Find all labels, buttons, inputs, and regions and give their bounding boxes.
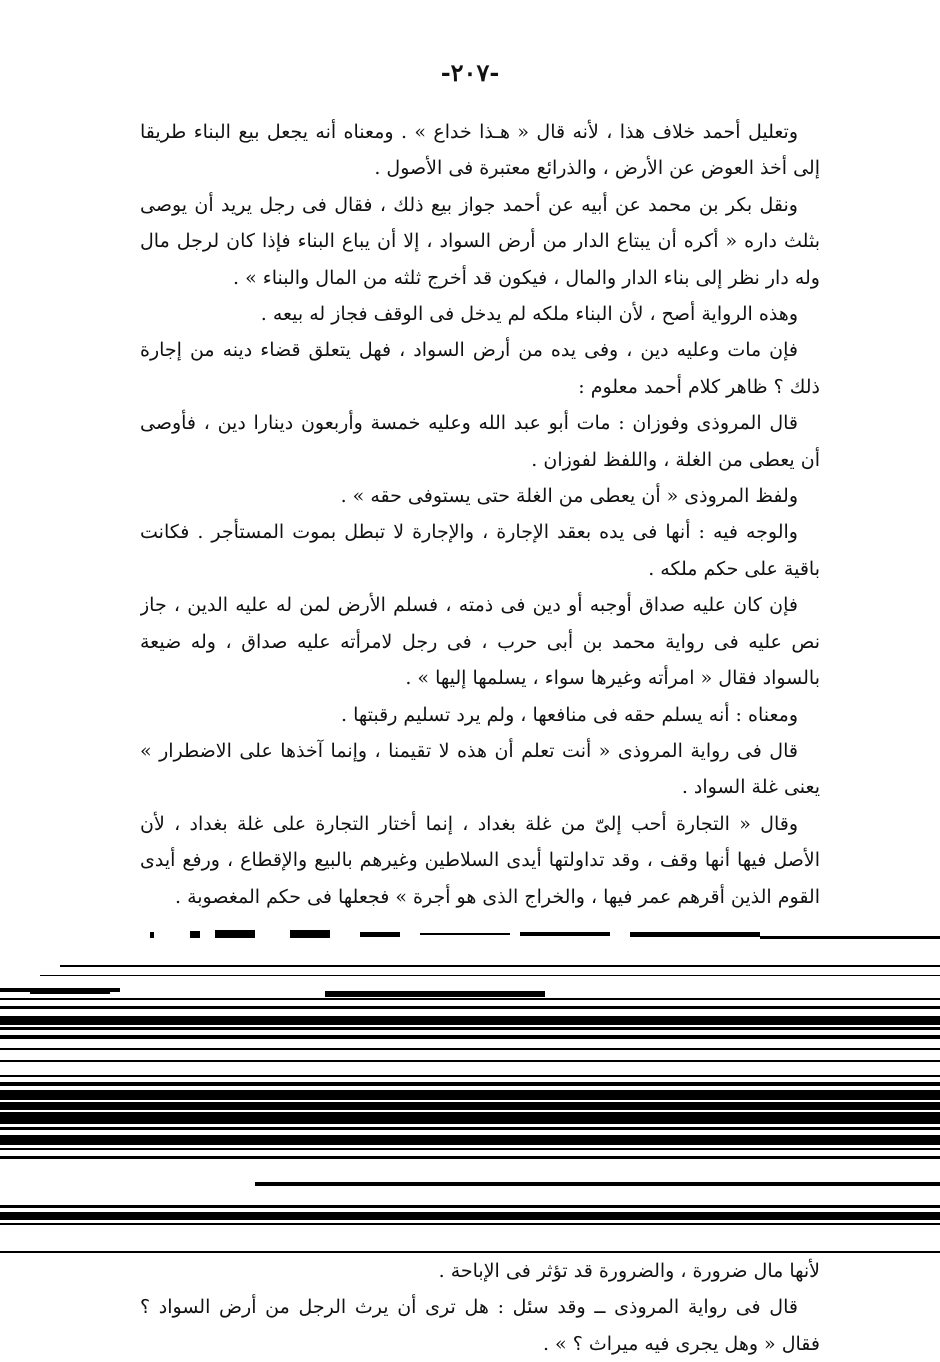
paragraph: ومعناه : أنه يسلم حقه فى منافعها ، ولم يرد تسليم رقبتها . xyxy=(341,703,798,726)
paragraph: والوجه فيه : أنها فى يده بعقد الإجارة ، والإجارة لا تبطل بموت المستأجر . فكانت باقية على حكم ملكه . xyxy=(140,521,820,580)
paragraph: قال المروذى وفوزان : مات أبو عبد الله وعليه خمسة وأربعون دينارا دين ، فأوصى أن يعطى من الغلة ، واللفظ لفوزان . xyxy=(140,412,820,471)
paragraph: قال فى رواية المروذى « أنت تعلم أن هذه لا تقيمنا ، وإنما آخذها على الاضطرار » يعنى غلة السواد . xyxy=(140,739,820,799)
paragraph: ولفظ المروذى « أن يعطى من الغلة حتى يستوفى حقه » . xyxy=(340,485,798,508)
paragraph: لأنها مال ضرورة ، والضرورة قد تؤثر فى الإباحة . xyxy=(438,1260,820,1282)
paragraph: فإن كان عليه صداق أوجبه أو دين فى ذمته ، فسلم الأرض لمن له عليه الدين ، جاز نص عليه فى رواية محمد بن أبى حرب ، فى رجل لامرأته عليه صداق ، وله ضيعة بالسواد فقال « امرأته وغيرها سواء ، يسلمها إليها » . xyxy=(140,594,820,690)
paragraph: ونقل بكر بن محمد عن أبيه عن أحمد جواز بيع ذلك ، فقال فى رجل يريد أن يوصى بثلث داره « أكره أن يبتاع الدار من أرض السواد ، إلا أن يباع البناء فإذا كان لرجل مال وله دار نظر إلى بناء الدار والمال ، فيكون قد أخرج ثلثه من المال والبناء » . xyxy=(140,193,820,289)
paragraph: وهذه الرواية أصح ، لأن البناء ملكه لم يدخل فى الوقف فجاز له بيعه . xyxy=(260,303,798,326)
page-number: -٢٠٧- xyxy=(440,58,500,87)
paragraph: فإن مات وعليه دين ، وفى يده من أرض السواد ، فهل يتعلق قضاء دينه من إجارة ذلك ؟ ظاهر كلام أحمد معلوم : xyxy=(140,339,820,398)
scan-damage-band xyxy=(0,930,940,1260)
bottom-text-block xyxy=(140,1253,820,1362)
paragraph: وتعليل أحمد خلاف هذا ، لأنه قال « هـذا خداع » . ومعناه أنه يجعل بيع البناء طريقا إلى أخذ العوض عن الأرض ، والذرائع معتبرة فى الأصول . xyxy=(140,121,820,180)
paragraph: وقال « التجارة أحب إلىّ من غلة بغداد ، إنما أختار التجارة على غلة بغداد ، لأن الأصل فيها أنها وقف ، وقد تداولتها أيدى السلاطين وغيرهم بالبيع والإقطاع ، ورفع أيدى القوم الذين أقرهم عمر فيها ، والخراج الذى هو أجرة » فجعلها فى حكم المغصوبة . xyxy=(140,812,820,908)
main-text-block xyxy=(140,114,820,926)
paragraph: قال فى رواية المروذى ــ وقد سئل : هل ترى أن يرث الرجل من أرض السواد ؟ فقال « وهل يجرى فيه ميراث ؟ » . xyxy=(140,1296,820,1355)
